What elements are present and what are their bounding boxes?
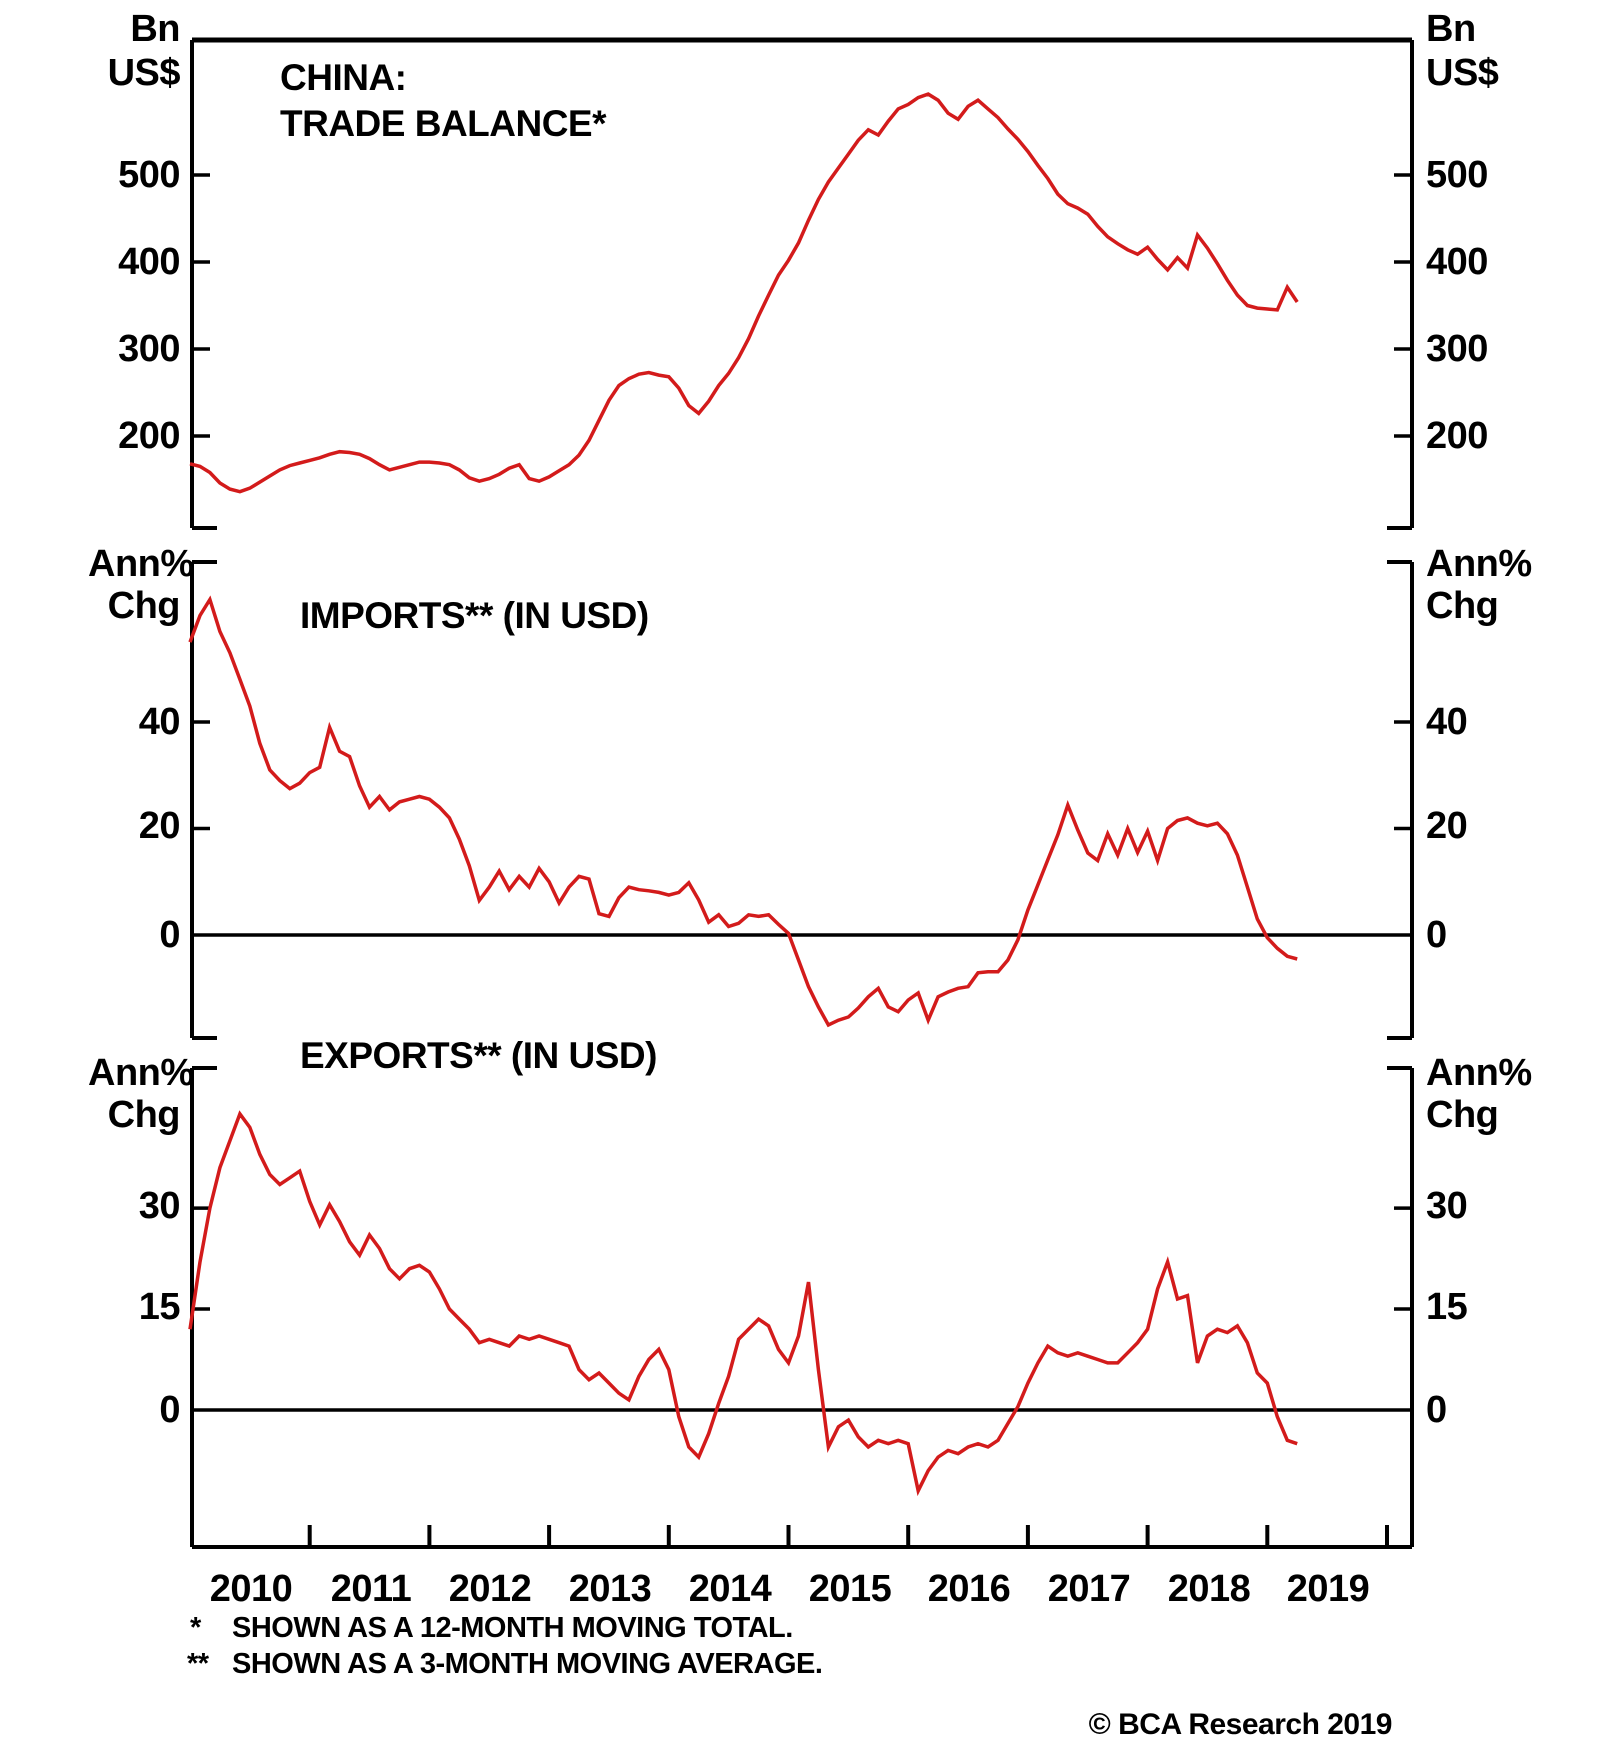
footnote-1-marker: *	[190, 1612, 201, 1644]
y-unit-usd-right: US$	[1426, 52, 1499, 94]
p3-ytick-30-right: 30	[1426, 1185, 1468, 1227]
p3-ytick-15-left: 15	[138, 1286, 180, 1328]
y-unit-bn-left: Bn	[130, 8, 180, 50]
p1-ytick-500-right: 500	[1426, 154, 1488, 196]
p2-ytick-0-right: 0	[1426, 914, 1447, 956]
p2-y-unit-ann-right: Ann%	[1426, 543, 1532, 585]
series-line-trade-balance-12m-moving-total-bn-usd	[190, 94, 1297, 492]
p3-ytick-0-left: 0	[159, 1389, 180, 1431]
p1-ytick-300-left: 300	[118, 328, 180, 370]
p3-y-unit-chg-left: Chg	[107, 1094, 180, 1136]
footnote-2-marker: **	[187, 1648, 209, 1680]
y-unit-bn-right: Bn	[1426, 8, 1476, 50]
p3-y-unit-ann-left: Ann%	[88, 1052, 194, 1094]
panel1-title-line2: TRADE BALANCE*	[280, 103, 606, 144]
panel2-title: IMPORTS** (IN USD)	[300, 595, 649, 636]
p3-ytick-15-right: 15	[1426, 1286, 1468, 1328]
year-label-2015: 2015	[808, 1568, 892, 1610]
year-label-2017: 2017	[1047, 1568, 1131, 1610]
year-label-2016: 2016	[927, 1568, 1011, 1610]
p1-ytick-400-right: 400	[1426, 241, 1488, 283]
year-label-2011: 2011	[330, 1568, 412, 1610]
year-label-2018: 2018	[1167, 1568, 1251, 1610]
p2-ytick-20-right: 20	[1426, 805, 1468, 847]
year-label-2010: 2010	[209, 1568, 293, 1610]
p2-ytick-40-left: 40	[138, 701, 180, 743]
series-group	[190, 94, 1297, 1491]
p2-y-unit-chg-left: Chg	[107, 585, 180, 627]
series-line-exports-ann-pct-chg-3m-avg	[190, 1114, 1297, 1491]
y-unit-usd-left: US$	[107, 52, 180, 94]
panel3-title: EXPORTS** (IN USD)	[300, 1035, 657, 1076]
panel1-title-line1: CHINA:	[280, 57, 407, 98]
year-label-2019: 2019	[1286, 1568, 1370, 1610]
p1-ytick-300-right: 300	[1426, 328, 1488, 370]
p1-ytick-200-right: 200	[1426, 415, 1488, 457]
p1-ytick-200-left: 200	[118, 415, 180, 457]
p2-y-unit-ann-left: Ann%	[88, 543, 194, 585]
year-label-2013: 2013	[568, 1568, 652, 1610]
copyright-text: © BCA Research 2019	[1088, 1708, 1392, 1741]
footnote-2-text: SHOWN AS A 3-MONTH MOVING AVERAGE.	[232, 1648, 823, 1680]
p2-ytick-20-left: 20	[138, 805, 180, 847]
p2-y-unit-chg-right: Chg	[1426, 585, 1499, 627]
footnote-1-text: SHOWN AS A 12-MONTH MOVING TOTAL.	[232, 1612, 793, 1644]
year-label-2012: 2012	[448, 1568, 532, 1610]
p3-ytick-30-left: 30	[138, 1185, 180, 1227]
p3-y-unit-chg-right: Chg	[1426, 1094, 1499, 1136]
year-label-2014: 2014	[688, 1568, 772, 1610]
p2-ytick-40-right: 40	[1426, 701, 1468, 743]
p2-ytick-0-left: 0	[159, 914, 180, 956]
p3-ytick-0-right: 0	[1426, 1389, 1447, 1431]
series-line-imports-ann-pct-chg-3m-avg	[190, 600, 1297, 1026]
p3-y-unit-ann-right: Ann%	[1426, 1052, 1532, 1094]
p1-ytick-500-left: 500	[118, 154, 180, 196]
p1-ytick-400-left: 400	[118, 241, 180, 283]
